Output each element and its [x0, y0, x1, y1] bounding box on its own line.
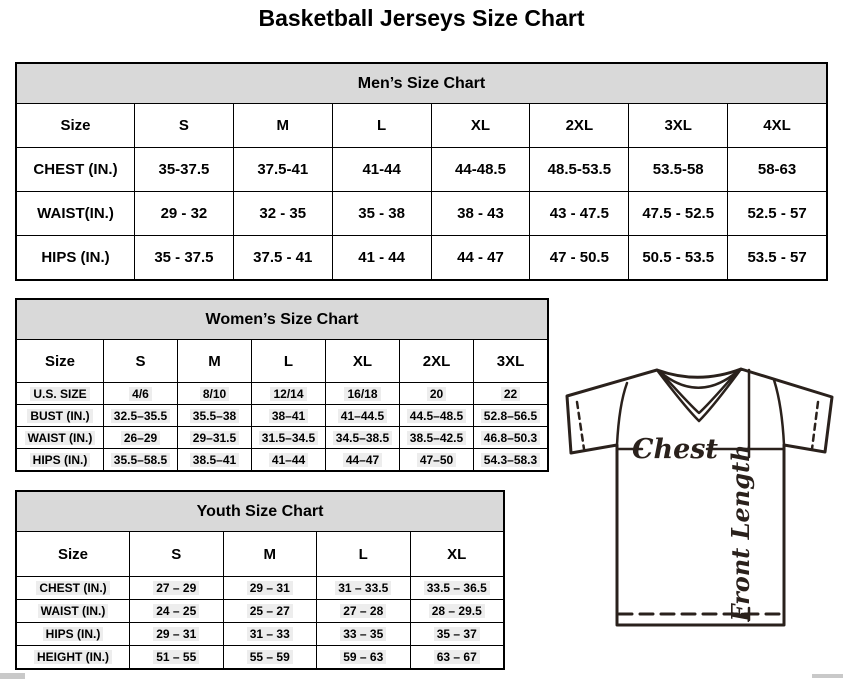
value-cell: 34.5–38.5: [326, 427, 399, 448]
row-label: WAIST (IN.): [17, 600, 129, 622]
value-cell: 37.5-41: [234, 148, 332, 191]
value-cell: 44 - 47: [432, 236, 530, 279]
row-label: HIPS (IN.): [17, 236, 134, 279]
row-label: CHEST (IN.): [17, 148, 134, 191]
value-cell: 29 - 32: [135, 192, 233, 235]
column-header: 4XL: [728, 104, 826, 147]
value-cell: 28 – 29.5: [411, 600, 504, 622]
column-header: Size: [17, 104, 134, 147]
womens-table-grid: [17, 340, 547, 470]
value-cell: 63 – 67: [411, 646, 504, 668]
value-cell: 12/14: [252, 383, 325, 404]
value-cell: 47.5 - 52.5: [629, 192, 727, 235]
value-cell: 59 – 63: [317, 646, 410, 668]
row-label: BUST (IN.): [17, 405, 103, 426]
row-label: CHEST (IN.): [17, 577, 129, 599]
value-cell: 32 - 35: [234, 192, 332, 235]
value-cell: 26–29: [104, 427, 177, 448]
value-cell: 47 - 50.5: [530, 236, 628, 279]
value-cell: 35 - 38: [333, 192, 431, 235]
column-header: L: [333, 104, 431, 147]
column-header: XL: [432, 104, 530, 147]
value-cell: 41–44.5: [326, 405, 399, 426]
value-cell: 35 – 37: [411, 623, 504, 645]
value-cell: 43 - 47.5: [530, 192, 628, 235]
value-cell: 25 – 27: [224, 600, 317, 622]
row-label: WAIST (IN.): [17, 427, 103, 448]
value-cell: 29–31.5: [178, 427, 251, 448]
row-label: HIPS (IN.): [17, 449, 103, 470]
value-cell: 51 – 55: [130, 646, 223, 668]
column-header: M: [178, 340, 251, 382]
value-cell: 48.5-53.5: [530, 148, 628, 191]
value-cell: 24 – 25: [130, 600, 223, 622]
value-cell: 35.5–58.5: [104, 449, 177, 470]
column-header: S: [135, 104, 233, 147]
mens-table-title: Men’s Size Chart: [17, 64, 826, 104]
row-label: WAIST(IN.): [17, 192, 134, 235]
value-cell: 53.5-58: [629, 148, 727, 191]
jersey-outline: [567, 369, 832, 625]
value-cell: 46.8–50.3: [474, 427, 547, 448]
value-cell: 33.5 – 36.5: [411, 577, 504, 599]
value-cell: 35-37.5: [135, 148, 233, 191]
page-title: Basketball Jerseys Size Chart: [258, 5, 585, 31]
value-cell: 31 – 33.5: [317, 577, 410, 599]
column-header: 2XL: [400, 340, 473, 382]
column-header: 2XL: [530, 104, 628, 147]
mens-table-grid: [17, 104, 826, 279]
value-cell: 44-48.5: [432, 148, 530, 191]
value-cell: 38–41: [252, 405, 325, 426]
column-header: S: [104, 340, 177, 382]
chest-label: Chest: [632, 434, 718, 465]
value-cell: 20: [400, 383, 473, 404]
value-cell: 58-63: [728, 148, 826, 191]
value-cell: 47–50: [400, 449, 473, 470]
value-cell: 55 – 59: [224, 646, 317, 668]
value-cell: 29 – 31: [130, 623, 223, 645]
value-cell: 8/10: [178, 383, 251, 404]
value-cell: 41 - 44: [333, 236, 431, 279]
value-cell: 27 – 29: [130, 577, 223, 599]
value-cell: 38 - 43: [432, 192, 530, 235]
value-cell: 4/6: [104, 383, 177, 404]
column-header: M: [234, 104, 332, 147]
column-header: Size: [17, 532, 129, 576]
value-cell: 38.5–41: [178, 449, 251, 470]
value-cell: 44–47: [326, 449, 399, 470]
value-cell: 33 – 35: [317, 623, 410, 645]
value-cell: 52.5 - 57: [728, 192, 826, 235]
column-header: S: [130, 532, 223, 576]
value-cell: 52.8–56.5: [474, 405, 547, 426]
womens-size-chart-table: [15, 298, 549, 472]
value-cell: 29 – 31: [224, 577, 317, 599]
value-cell: 38.5–42.5: [400, 427, 473, 448]
youth-table-grid: [17, 532, 503, 668]
value-cell: 27 – 28: [317, 600, 410, 622]
row-label: HEIGHT (IN.): [17, 646, 129, 668]
column-header: L: [252, 340, 325, 382]
column-header: XL: [411, 532, 504, 576]
value-cell: 22: [474, 383, 547, 404]
value-cell: 16/18: [326, 383, 399, 404]
mens-size-chart-table: [15, 62, 828, 281]
horizontal-scrollbar-right-button[interactable]: [812, 674, 843, 678]
value-cell: 31 – 33: [224, 623, 317, 645]
column-header: XL: [326, 340, 399, 382]
youth-table-title: Youth Size Chart: [17, 492, 503, 532]
horizontal-scrollbar-left-button[interactable]: [0, 673, 25, 679]
column-header: 3XL: [474, 340, 547, 382]
row-label: U.S. SIZE: [17, 383, 103, 404]
youth-size-chart-table: [15, 490, 505, 670]
value-cell: 41–44: [252, 449, 325, 470]
jersey-measurement-diagram-icon: [555, 357, 840, 635]
column-header: Size: [17, 340, 103, 382]
value-cell: 54.3–58.3: [474, 449, 547, 470]
column-header: L: [317, 532, 410, 576]
womens-table-title: Women’s Size Chart: [17, 300, 547, 340]
value-cell: 32.5–35.5: [104, 405, 177, 426]
row-label: HIPS (IN.): [17, 623, 129, 645]
value-cell: 35 - 37.5: [135, 236, 233, 279]
value-cell: 37.5 - 41: [234, 236, 332, 279]
value-cell: 53.5 - 57: [728, 236, 826, 279]
value-cell: 50.5 - 53.5: [629, 236, 727, 279]
value-cell: 41-44: [333, 148, 431, 191]
value-cell: 44.5–48.5: [400, 405, 473, 426]
column-header: M: [224, 532, 317, 576]
value-cell: 35.5–38: [178, 405, 251, 426]
column-header: 3XL: [629, 104, 727, 147]
front-length-label: Front Length: [726, 444, 755, 622]
value-cell: 31.5–34.5: [252, 427, 325, 448]
